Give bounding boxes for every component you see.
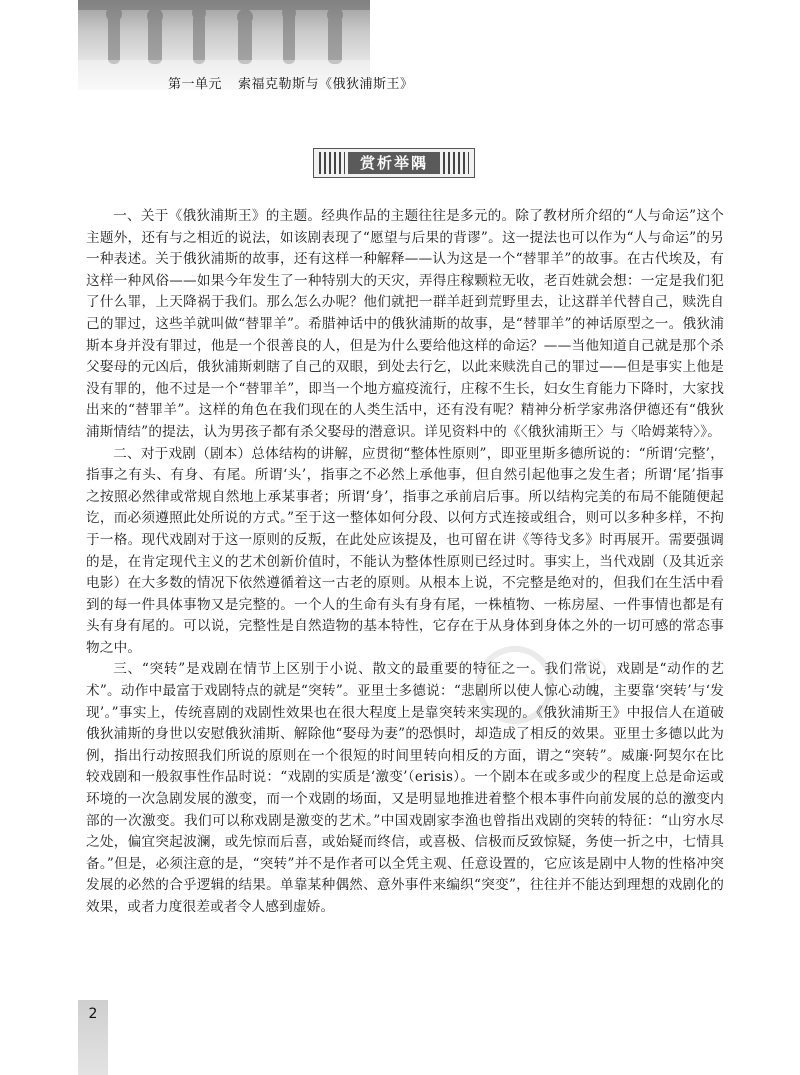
body-text [86, 206, 724, 919]
section-heading-box [313, 148, 475, 178]
header-title [168, 73, 414, 92]
paragraph-theme: 一、关于《俄狄浦斯王》的主题。经典作品的主题往往是多元的。除了教材所介绍的“人与命运”这个主题外，还有与之相近的说法，如该剧表现了“愿望与后果的背谬”。这一提法也可以作为“人与命运”的另一种表述。关于俄狄浦斯的故事，还有这样一种解释——认为这是一个“替罪羊”的故事。在古代埃及，有这样一种风俗——如果今年发生了一种特别大的天灾，弄得庄稼颗粒无收，老百姓就会想：一定是我们犯了什么罪，上天降祸于我们。那么怎么办呢？他们就把一群羊赶到荒野里去，让这群羊代替自己，赎洗自己的罪过，这些羊就叫做“替罪羊”。希腊神话中的俄狄浦斯的故事，是“替罪羊”的神话原型之一。俄狄浦斯本身并没有罪过，他是一个很善良的人，但是为什么要给他这样的命运？——当他知道自己就是那个杀父娶母的元凶后，俄狄浦斯刺瞎了自己的双眼，到处去行乞，以此来赎洗自己的罪过——但是事实上他是没有罪的，他不过是一个“替罪羊”，即当一个地方瘟疫流行，庄稼不生长，妇女生育能力下降时，大家找出来的“替罪羊”。这样的角色在我们现在的人类生活中，还有没有呢？精神分析学家弗洛伊德还有“俄狄浦斯情结”的提法，认为男孩子都有杀父娶母的潜意识。详见资料中的《〈俄狄浦斯王〉与〈哈姆莱特〉》。 [86, 208, 724, 440]
page-number: 2 [88, 1006, 98, 1022]
section-title: 赏析举隅 [359, 154, 428, 172]
paragraph-structure: 二、对于戏剧（剧本）总体结构的讲解，应贯彻“整体性原则”，即亚里斯多德所说的：“所谓‘完整’，指事之有头、有身、有尾。所谓‘头’，指事之不必然上承他事，但自然引起他事之发生者；所谓‘尾’指事之按照必然律或常规自然地上承某事者；所谓‘身’，指事之承前启后事。所以结构完美的布局不能随便起讫，而必须遵照此处所说的方式。”至于这一整体如何分段、以何方式连接或组合，则可以多种多样，不拘于一格。现代戏剧对于这一原则的反叛，在此处应该提及，也可留在讲《等待戈多》时再展开。需要强调的是，在肯定现代主义的艺术创新价值时，不能认为整体性原则已经过时。事实上，当代戏剧（及其近亲电影）在大多数的情况下依然遵循着这一古老的原则。从根本上说，不完整是绝对的，但我们在生活中看到的每一件具体事物又是完整的。一个人的生命有头有身有尾，一株植物、一栋房屋、一件事情也都是有头有身有尾的。可以说，完整性是自然造物的基本特性，它存在于从身体到身体之外的一切可感的常态事物之中。 [86, 445, 724, 656]
unit-label: 第一单元 [168, 77, 223, 92]
paragraph-reversal: 三、“突转”是戏剧在情节上区别于小说、散文的最重要的特征之一。我们常说，戏剧是“动作的艺术”。动作中最富于戏剧特点的就是“突转”。亚里士多德说：“悲剧所以使人惊心动魄，主要靠‘突转’与‘发现’。”事实上，传统喜剧的戏剧性效果也在很大程度上是靠突转来实现的。《俄狄浦斯王》中报信人在道破俄狄浦斯的身世以安慰俄狄浦斯、解除他“娶母为妻”的恐惧时，却造成了相反的效果。亚里士多德以此为例，指出行动按照我们所说的原则在一个很短的时间里转向相反的方面，谓之“突转”。威廉·阿契尔在比较戏剧和一般叙事性作品时说：“戏剧的实质是‘激变’（erisis）。一个剧本在或多或少的程度上总是命运或环境的一次急剧发展的激变，而一个戏剧的场面，又是明显地推进着整个根本事件向前发展的总的激变内部的一次激变。我们可以称戏剧是激变的艺术。”中国戏剧家李渔也曾指出戏剧的突转的特征：“山穷水尽之处，偏宜突起波澜，或先惊而后喜，或始疑而终信，或喜极、信极而反致惊疑，务使一折之中，七情具备。”但是，必须注意的是，“突转”并不是作者可以全凭主观、任意设置的，它应该是剧中人物的性格冲突发展的必然的合乎逻辑的结果。单靠某种偶然、意外事件来编织“突变”，往往并不能达到理想的戏剧化的效果，或者力度很差或者令人感到虚娇。 [86, 661, 724, 915]
unit-title: 索福克勒斯与《俄狄浦斯王》 [238, 77, 414, 92]
header-banner [78, 0, 414, 92]
